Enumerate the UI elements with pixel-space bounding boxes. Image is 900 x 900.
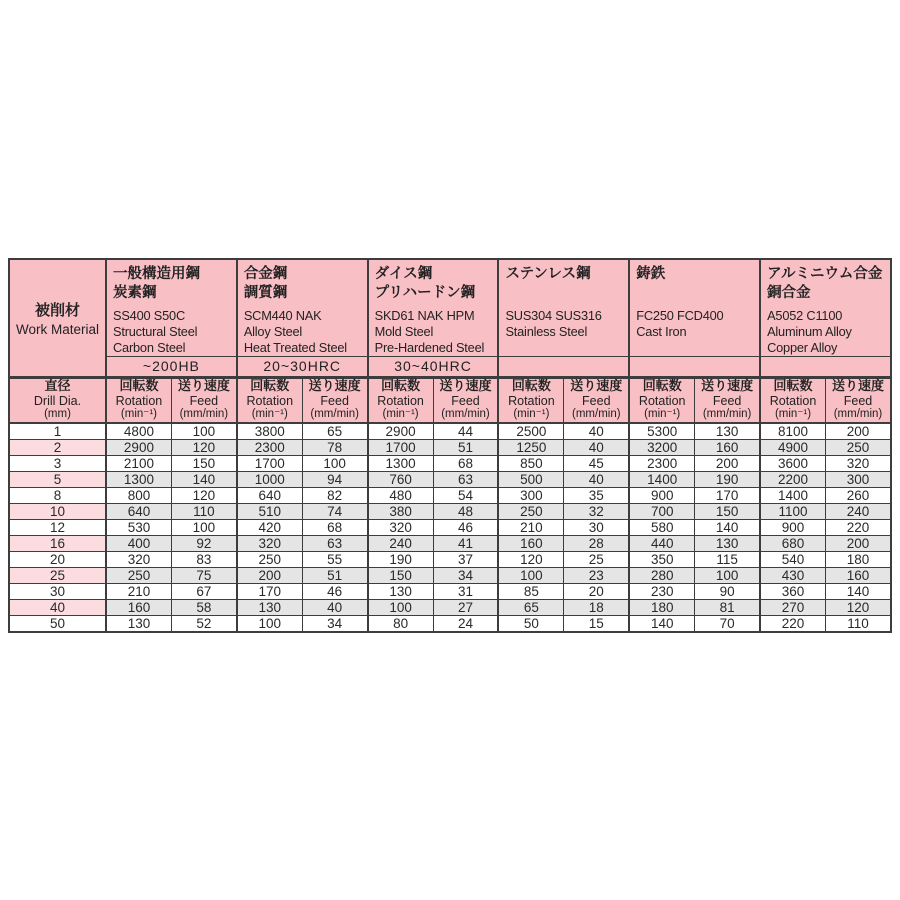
feed-cell: 41 — [433, 536, 498, 552]
cutting-conditions-table — [8, 258, 892, 633]
material-name-en-line: Heat Treated Steel — [243, 339, 347, 355]
material-name-en-line: SKD61 NAK HPM — [374, 308, 475, 323]
rotation-cell: 2300 — [237, 440, 302, 456]
rotation-cell: 140 — [629, 616, 694, 633]
drill-dia-cell: 8 — [9, 488, 106, 504]
material-name-ja — [767, 265, 887, 308]
material-name-en-line: Mold Steel — [374, 323, 434, 339]
feed-subheader — [825, 377, 891, 423]
feed-cell: 34 — [302, 616, 367, 633]
hardness-cell — [629, 356, 760, 377]
table-row — [9, 423, 891, 440]
table-row — [9, 552, 891, 568]
rotation-cell: 1700 — [368, 440, 433, 456]
feed-cell: 110 — [825, 616, 891, 633]
material-name-ja-line: 調質鋼 — [243, 285, 288, 302]
rotation-cell: 900 — [629, 488, 694, 504]
rotation-subheader — [368, 377, 433, 423]
feed-cell: 170 — [695, 488, 760, 504]
feed-subheader — [433, 377, 498, 423]
rotation-cell: 190 — [368, 552, 433, 568]
rotation-cell: 1700 — [237, 456, 302, 472]
feed-cell: 160 — [695, 440, 760, 456]
feed-cell: 150 — [695, 504, 760, 520]
drill-dia-cell: 10 — [9, 504, 106, 520]
material-name-ja — [375, 265, 495, 308]
table-row — [9, 600, 891, 616]
rotation-cell: 170 — [237, 584, 302, 600]
feed-cell: 63 — [433, 472, 498, 488]
work-material-header — [9, 259, 106, 377]
material-name-ja-line: ダイス鋼 — [374, 266, 433, 282]
rotation-cell: 2100 — [106, 456, 171, 472]
material-name-ja-line: ステンレス鋼 — [505, 266, 591, 282]
feed-cell: 67 — [171, 584, 236, 600]
material-name-ja — [113, 265, 233, 308]
feed-cell: 150 — [171, 456, 236, 472]
material-name-en-line: Structural Steel — [113, 323, 198, 339]
feed-cell: 44 — [433, 423, 498, 440]
feed-subheader — [171, 377, 236, 423]
rotation-label-ja: 回転数 — [511, 378, 551, 394]
drill-dia-cell: 20 — [9, 552, 106, 568]
material-name-en-line: Stainless Steel — [505, 323, 588, 339]
feed-cell: 23 — [564, 568, 629, 584]
feed-label-en: Feed — [843, 394, 873, 408]
feed-cell: 160 — [825, 568, 891, 584]
feed-cell: 120 — [171, 488, 236, 504]
rotation-cell: 700 — [629, 504, 694, 520]
drill-dia-cell: 50 — [9, 616, 106, 633]
material-name-ja-line: 一般構造用鋼 — [113, 266, 200, 282]
feed-cell: 140 — [695, 520, 760, 536]
rotation-cell: 250 — [106, 568, 171, 584]
rotation-cell: 580 — [629, 520, 694, 536]
rotation-cell: 300 — [498, 488, 563, 504]
rotation-cell: 280 — [629, 568, 694, 584]
rotation-cell: 1400 — [760, 488, 825, 504]
rotation-cell: 900 — [760, 520, 825, 536]
rotation-cell: 480 — [368, 488, 433, 504]
feed-label-unit: (mm/min) — [441, 408, 490, 421]
rotation-cell: 8100 — [760, 423, 825, 440]
rotation-label-unit: (min⁻¹) — [774, 408, 812, 421]
rotation-cell: 80 — [368, 616, 433, 633]
drill-dia-cell: 1 — [9, 423, 106, 440]
feed-cell: 30 — [564, 520, 629, 536]
rotation-cell: 180 — [629, 600, 694, 616]
rotation-cell: 2900 — [368, 423, 433, 440]
feed-cell: 31 — [433, 584, 498, 600]
rotation-label-unit: (min⁻¹) — [513, 408, 550, 421]
rotation-subheader — [498, 377, 563, 423]
feed-label-en: Feed — [451, 394, 480, 408]
drill-dia-cell: 30 — [9, 584, 106, 600]
material-name-ja-line: 鋳鉄 — [636, 266, 666, 282]
material-header — [106, 259, 237, 356]
hardness-cell: 20~30HRC — [237, 356, 368, 377]
rotation-cell: 250 — [237, 552, 302, 568]
feed-cell: 140 — [171, 472, 236, 488]
table-row — [9, 456, 891, 472]
feed-cell: 74 — [302, 504, 367, 520]
rotation-label-unit: (min⁻¹) — [251, 408, 288, 421]
feed-cell: 28 — [564, 536, 629, 552]
feed-cell: 83 — [171, 552, 236, 568]
feed-cell: 40 — [564, 472, 629, 488]
rotation-cell: 1300 — [368, 456, 433, 472]
feed-cell: 20 — [564, 584, 629, 600]
feed-label-unit: (mm/min) — [702, 408, 752, 421]
rotation-cell: 400 — [106, 536, 171, 552]
material-name-en — [505, 308, 625, 340]
feed-cell: 120 — [825, 600, 891, 616]
feed-cell: 65 — [302, 423, 367, 440]
rotation-cell: 760 — [368, 472, 433, 488]
rotation-cell: 500 — [498, 472, 563, 488]
rotation-cell: 130 — [237, 600, 302, 616]
material-name-en-line: Aluminum Alloy — [767, 323, 852, 339]
material-name-ja-line: プリハードン鋼 — [374, 285, 476, 302]
feed-cell: 130 — [695, 536, 760, 552]
feed-label-unit: (mm/min) — [572, 408, 621, 421]
rotation-label-en: Rotation — [769, 394, 817, 408]
material-name-ja-line: 炭素鋼 — [113, 285, 157, 302]
rotation-label-ja: 回転数 — [773, 378, 813, 394]
rotation-cell: 440 — [629, 536, 694, 552]
rotation-cell: 220 — [760, 616, 825, 633]
feed-cell: 130 — [695, 423, 760, 440]
feed-cell: 35 — [564, 488, 629, 504]
rotation-cell: 850 — [498, 456, 563, 472]
rotation-cell: 3800 — [237, 423, 302, 440]
feed-cell: 200 — [695, 456, 760, 472]
drill-dia-cell: 3 — [9, 456, 106, 472]
rotation-cell: 540 — [760, 552, 825, 568]
feed-cell: 220 — [825, 520, 891, 536]
feed-cell: 115 — [695, 552, 760, 568]
feed-cell: 70 — [695, 616, 760, 633]
rotation-cell: 2300 — [629, 456, 694, 472]
rotation-cell: 3600 — [760, 456, 825, 472]
feed-cell: 68 — [433, 456, 498, 472]
feed-cell: 120 — [171, 440, 236, 456]
feed-subheader — [695, 377, 760, 423]
material-name-en-line: Cast Iron — [636, 323, 687, 339]
material-name-en-line: Copper Alloy — [767, 339, 838, 355]
rotation-label-ja: 回転数 — [642, 378, 682, 394]
material-name-en — [767, 308, 887, 356]
feed-label-ja: 送り速度 — [439, 378, 492, 394]
rotation-cell: 1000 — [237, 472, 302, 488]
feed-cell: 24 — [433, 616, 498, 633]
rotation-label-ja: 回転数 — [250, 378, 290, 394]
table-row — [9, 584, 891, 600]
feed-cell: 32 — [564, 504, 629, 520]
rotation-label-en: Rotation — [638, 394, 686, 408]
material-name-en-line: SS400 S50C — [113, 308, 185, 323]
feed-cell: 55 — [302, 552, 367, 568]
feed-cell: 190 — [695, 472, 760, 488]
drill-dia-header — [9, 377, 106, 423]
feed-cell: 63 — [302, 536, 367, 552]
rotation-cell: 130 — [368, 584, 433, 600]
feed-cell: 90 — [695, 584, 760, 600]
rotation-cell: 240 — [368, 536, 433, 552]
feed-label-ja: 送り速度 — [701, 378, 754, 394]
feed-cell: 40 — [564, 423, 629, 440]
feed-cell: 110 — [171, 504, 236, 520]
feed-label-en: Feed — [189, 394, 219, 408]
rotation-cell: 1250 — [498, 440, 563, 456]
work-material-ja: 被削材 — [34, 301, 80, 319]
table-body — [9, 423, 891, 632]
rotation-cell: 3200 — [629, 440, 694, 456]
work-material-en: Work Material — [15, 321, 100, 337]
feed-label-unit: (mm/min) — [833, 408, 883, 421]
rotation-label-ja: 回転数 — [381, 378, 421, 394]
rotation-cell: 100 — [368, 600, 433, 616]
feed-cell: 140 — [825, 584, 891, 600]
feed-cell: 240 — [825, 504, 891, 520]
rotation-label-en: Rotation — [246, 394, 294, 408]
rotation-subheader — [106, 377, 171, 423]
rotation-cell: 2200 — [760, 472, 825, 488]
feed-cell: 180 — [825, 552, 891, 568]
material-name-en-line: Pre-Hardened Steel — [374, 339, 485, 355]
material-name-ja-line: 銅合金 — [767, 285, 811, 302]
feed-cell: 320 — [825, 456, 891, 472]
material-name-en-line: Carbon Steel — [113, 339, 186, 355]
feed-label-en: Feed — [582, 394, 611, 408]
feed-cell: 58 — [171, 600, 236, 616]
rotation-cell: 200 — [237, 568, 302, 584]
rotation-cell: 65 — [498, 600, 563, 616]
feed-cell: 260 — [825, 488, 891, 504]
rotation-label-en: Rotation — [377, 394, 424, 408]
rotation-cell: 320 — [237, 536, 302, 552]
feed-subheader — [302, 377, 367, 423]
hardness-cell — [760, 356, 891, 377]
material-name-en-line: Alloy Steel — [243, 323, 303, 339]
feed-cell: 94 — [302, 472, 367, 488]
feed-label-unit: (mm/min) — [179, 408, 229, 421]
rotation-cell: 85 — [498, 584, 563, 600]
material-name-ja — [244, 265, 364, 308]
material-name-en — [375, 308, 495, 356]
feed-cell: 40 — [564, 440, 629, 456]
feed-cell: 78 — [302, 440, 367, 456]
table-row — [9, 616, 891, 633]
feed-cell: 45 — [564, 456, 629, 472]
rotation-label-en: Rotation — [115, 394, 163, 408]
rotation-label-ja: 回転数 — [119, 378, 159, 394]
rotation-cell: 210 — [498, 520, 563, 536]
feed-cell: 200 — [825, 536, 891, 552]
rotation-cell: 2900 — [106, 440, 171, 456]
rotation-cell: 420 — [237, 520, 302, 536]
table-row — [9, 488, 891, 504]
rotation-cell: 210 — [106, 584, 171, 600]
feed-cell: 100 — [302, 456, 367, 472]
feed-cell: 52 — [171, 616, 236, 633]
drill-dia-cell: 5 — [9, 472, 106, 488]
feed-cell: 34 — [433, 568, 498, 584]
material-name-ja-line: アルミニウム合金 — [767, 266, 883, 282]
rotation-subheader — [237, 377, 302, 423]
drill-dia-cell: 16 — [9, 536, 106, 552]
feed-cell: 300 — [825, 472, 891, 488]
rotation-cell: 120 — [498, 552, 563, 568]
feed-cell: 100 — [171, 423, 236, 440]
rotation-cell: 2500 — [498, 423, 563, 440]
drill-dia-cell: 2 — [9, 440, 106, 456]
rotation-cell: 1400 — [629, 472, 694, 488]
rotation-cell: 4800 — [106, 423, 171, 440]
table-row — [9, 536, 891, 552]
feed-cell: 200 — [825, 423, 891, 440]
feed-cell: 100 — [171, 520, 236, 536]
rotation-cell: 150 — [368, 568, 433, 584]
rotation-cell: 130 — [106, 616, 171, 633]
rotation-cell: 100 — [237, 616, 302, 633]
feed-cell: 81 — [695, 600, 760, 616]
rotation-cell: 230 — [629, 584, 694, 600]
rotation-cell: 350 — [629, 552, 694, 568]
subheader-row — [9, 377, 891, 423]
hardness-cell: ~200HB — [106, 356, 237, 377]
feed-cell: 51 — [302, 568, 367, 584]
rotation-cell: 250 — [498, 504, 563, 520]
rotation-label-unit: (min⁻¹) — [644, 408, 681, 421]
drill-dia-cell: 25 — [9, 568, 106, 584]
material-name-ja — [505, 265, 625, 308]
hardness-row — [9, 356, 891, 377]
table-row — [9, 440, 891, 456]
rotation-cell: 800 — [106, 488, 171, 504]
drill-dia-en: Drill Dia. — [33, 394, 82, 408]
feed-label-en: Feed — [320, 394, 349, 408]
rotation-label-unit: (min⁻¹) — [120, 408, 157, 421]
material-header — [629, 259, 760, 356]
material-name-en-line: SUS304 SUS316 — [505, 308, 602, 323]
feed-cell: 48 — [433, 504, 498, 520]
material-header — [760, 259, 891, 356]
rotation-cell: 1300 — [106, 472, 171, 488]
rotation-cell: 50 — [498, 616, 563, 633]
material-name-en — [113, 308, 233, 356]
drill-dia-cell: 40 — [9, 600, 106, 616]
feed-cell: 46 — [433, 520, 498, 536]
drill-dia-cell: 12 — [9, 520, 106, 536]
feed-cell: 75 — [171, 568, 236, 584]
table-row — [9, 568, 891, 584]
feed-label-unit: (mm/min) — [310, 408, 359, 421]
material-name-en — [636, 308, 756, 340]
rotation-cell: 680 — [760, 536, 825, 552]
material-name-ja — [636, 265, 756, 308]
rotation-cell: 320 — [368, 520, 433, 536]
rotation-subheader — [760, 377, 825, 423]
table-row — [9, 504, 891, 520]
material-header — [237, 259, 368, 356]
rotation-cell: 640 — [106, 504, 171, 520]
rotation-cell: 160 — [106, 600, 171, 616]
feed-cell: 18 — [564, 600, 629, 616]
feed-cell: 54 — [433, 488, 498, 504]
cutting-conditions-table-wrap — [8, 258, 892, 633]
rotation-cell: 1100 — [760, 504, 825, 520]
table-row — [9, 472, 891, 488]
feed-label-ja: 送り速度 — [177, 378, 230, 394]
material-header — [498, 259, 629, 356]
rotation-cell: 5300 — [629, 423, 694, 440]
feed-cell: 250 — [825, 440, 891, 456]
feed-label-ja: 送り速度 — [570, 378, 623, 394]
drill-dia-ja: 直径 — [44, 378, 71, 394]
rotation-label-en: Rotation — [508, 394, 555, 408]
feed-cell: 82 — [302, 488, 367, 504]
rotation-cell: 510 — [237, 504, 302, 520]
feed-cell: 46 — [302, 584, 367, 600]
rotation-cell: 160 — [498, 536, 563, 552]
material-header — [368, 259, 499, 356]
rotation-cell: 4900 — [760, 440, 825, 456]
rotation-cell: 530 — [106, 520, 171, 536]
material-header-row — [9, 259, 891, 356]
table-row — [9, 520, 891, 536]
feed-cell: 68 — [302, 520, 367, 536]
feed-cell: 27 — [433, 600, 498, 616]
rotation-cell: 270 — [760, 600, 825, 616]
rotation-cell: 380 — [368, 504, 433, 520]
material-name-en-line: A5052 C1100 — [767, 308, 843, 323]
feed-cell: 92 — [171, 536, 236, 552]
rotation-cell: 640 — [237, 488, 302, 504]
feed-label-ja: 送り速度 — [831, 378, 884, 394]
feed-label-en: Feed — [712, 394, 742, 408]
feed-cell: 25 — [564, 552, 629, 568]
material-name-en-line: SCM440 NAK — [243, 308, 322, 323]
feed-cell: 15 — [564, 616, 629, 633]
feed-cell: 100 — [695, 568, 760, 584]
material-name-en-line: FC250 FCD400 — [636, 308, 724, 323]
hardness-cell — [498, 356, 629, 377]
rotation-cell: 360 — [760, 584, 825, 600]
rotation-cell: 320 — [106, 552, 171, 568]
feed-cell: 40 — [302, 600, 367, 616]
rotation-cell: 430 — [760, 568, 825, 584]
feed-subheader — [564, 377, 629, 423]
material-name-en — [244, 308, 364, 356]
drill-dia-unit: (mm) — [44, 408, 71, 421]
feed-label-ja: 送り速度 — [308, 378, 361, 394]
rotation-subheader — [629, 377, 694, 423]
feed-cell: 37 — [433, 552, 498, 568]
material-name-ja-line: 合金鋼 — [243, 266, 288, 282]
rotation-cell: 100 — [498, 568, 563, 584]
rotation-label-unit: (min⁻¹) — [382, 408, 419, 421]
hardness-cell: 30~40HRC — [368, 356, 499, 377]
feed-cell: 51 — [433, 440, 498, 456]
